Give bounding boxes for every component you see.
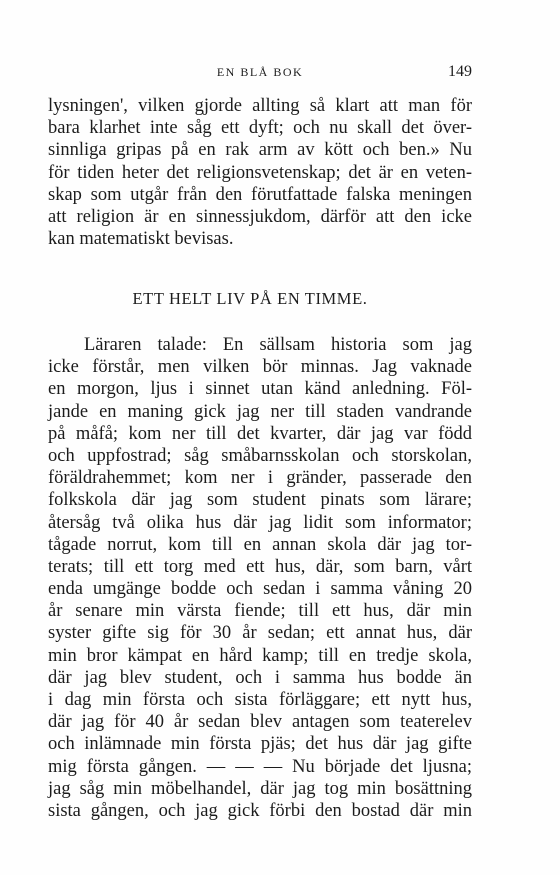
text-line: Läraren talade: En sällsam historia som jag (84, 335, 472, 355)
paragraph-body (48, 334, 472, 822)
text-line: i dag min första och sista förläggare; ett nytt hus, (48, 690, 472, 710)
text-line: enda umgänge bodde och sedan i samma våning 20 (48, 579, 472, 600)
page-number: 149 (448, 63, 472, 80)
running-title: EN BLÅ BOK (216, 65, 304, 79)
text-line: jag såg min möbelhandel, där jag tog min bosättning (48, 778, 472, 799)
text-line: icke förstår, men vilken bör minnas. Jag vaknade (48, 357, 472, 378)
section-title: ETT HELT LIV PÅ EN TIMME. (132, 289, 368, 308)
text-line: att religion är en sinnessjukdom, därför att den icke (48, 206, 472, 227)
text-line: syster gifte sig för 30 år sedan; ett annat hus, där (48, 623, 472, 644)
text-line: år senare min värsta fiende; till ett hus, där min (48, 601, 472, 622)
text-line: för tiden heter det religionsvetenskap; det är en veten- (48, 162, 472, 183)
text-line: bara klarhet inte såg ett dyft; och nu skall det över- (48, 118, 472, 139)
page-header (48, 63, 472, 83)
text-line: sista gången, och jag gick förbi den bostad där min (48, 800, 472, 821)
text-line: föräldrahemmet; kom ner i gränder, passerade den (48, 468, 472, 489)
text-line: terats; till ett torg med ett hus, där, som barn, vårt (48, 556, 472, 577)
text-line: och inlämnade min första pjäs; det hus där jag gifte (48, 734, 472, 755)
text-line: kan matematiskt bevisas. (48, 229, 234, 250)
text-line: folkskola där jag som student pinats som lärare; (48, 490, 472, 511)
text-line: lysningen', vilken gjorde allting så klart att man för (48, 96, 472, 116)
text-line: tågade norrut, kom till en annan skola där jag tor- (48, 534, 472, 555)
text-line: återsåg två olika hus där jag lidit som informator; (48, 512, 472, 533)
text-line: på måfå; kom ner till det kvarter, där jag var född (48, 423, 472, 444)
text-line: mig första gången. — — — Nu började det ljusna; (48, 756, 472, 777)
text-line: min bror kämpat en hård kamp; till en tredje skola, (48, 645, 472, 666)
text-line: skap som utgår från den förutfattade falska meningen (48, 184, 472, 205)
paragraph-continuation (48, 95, 472, 250)
text-line: där jag blev student, och i samma hus bodde än (48, 667, 472, 688)
text-line: där jag för 40 år sedan blev antagen som teaterelev (48, 712, 472, 733)
text-line: sinnliga gripas på en rak arm av kött och ben.» Nu (48, 140, 472, 161)
text-line: jande en maning gick jag ner till staden vandrande (48, 401, 472, 422)
text-line: en morgon, ljus i sinnet utan känd anledning. Föl- (48, 379, 472, 400)
text-line: och uppfostrad; såg småbarnsskolan och storskolan, (48, 445, 472, 466)
